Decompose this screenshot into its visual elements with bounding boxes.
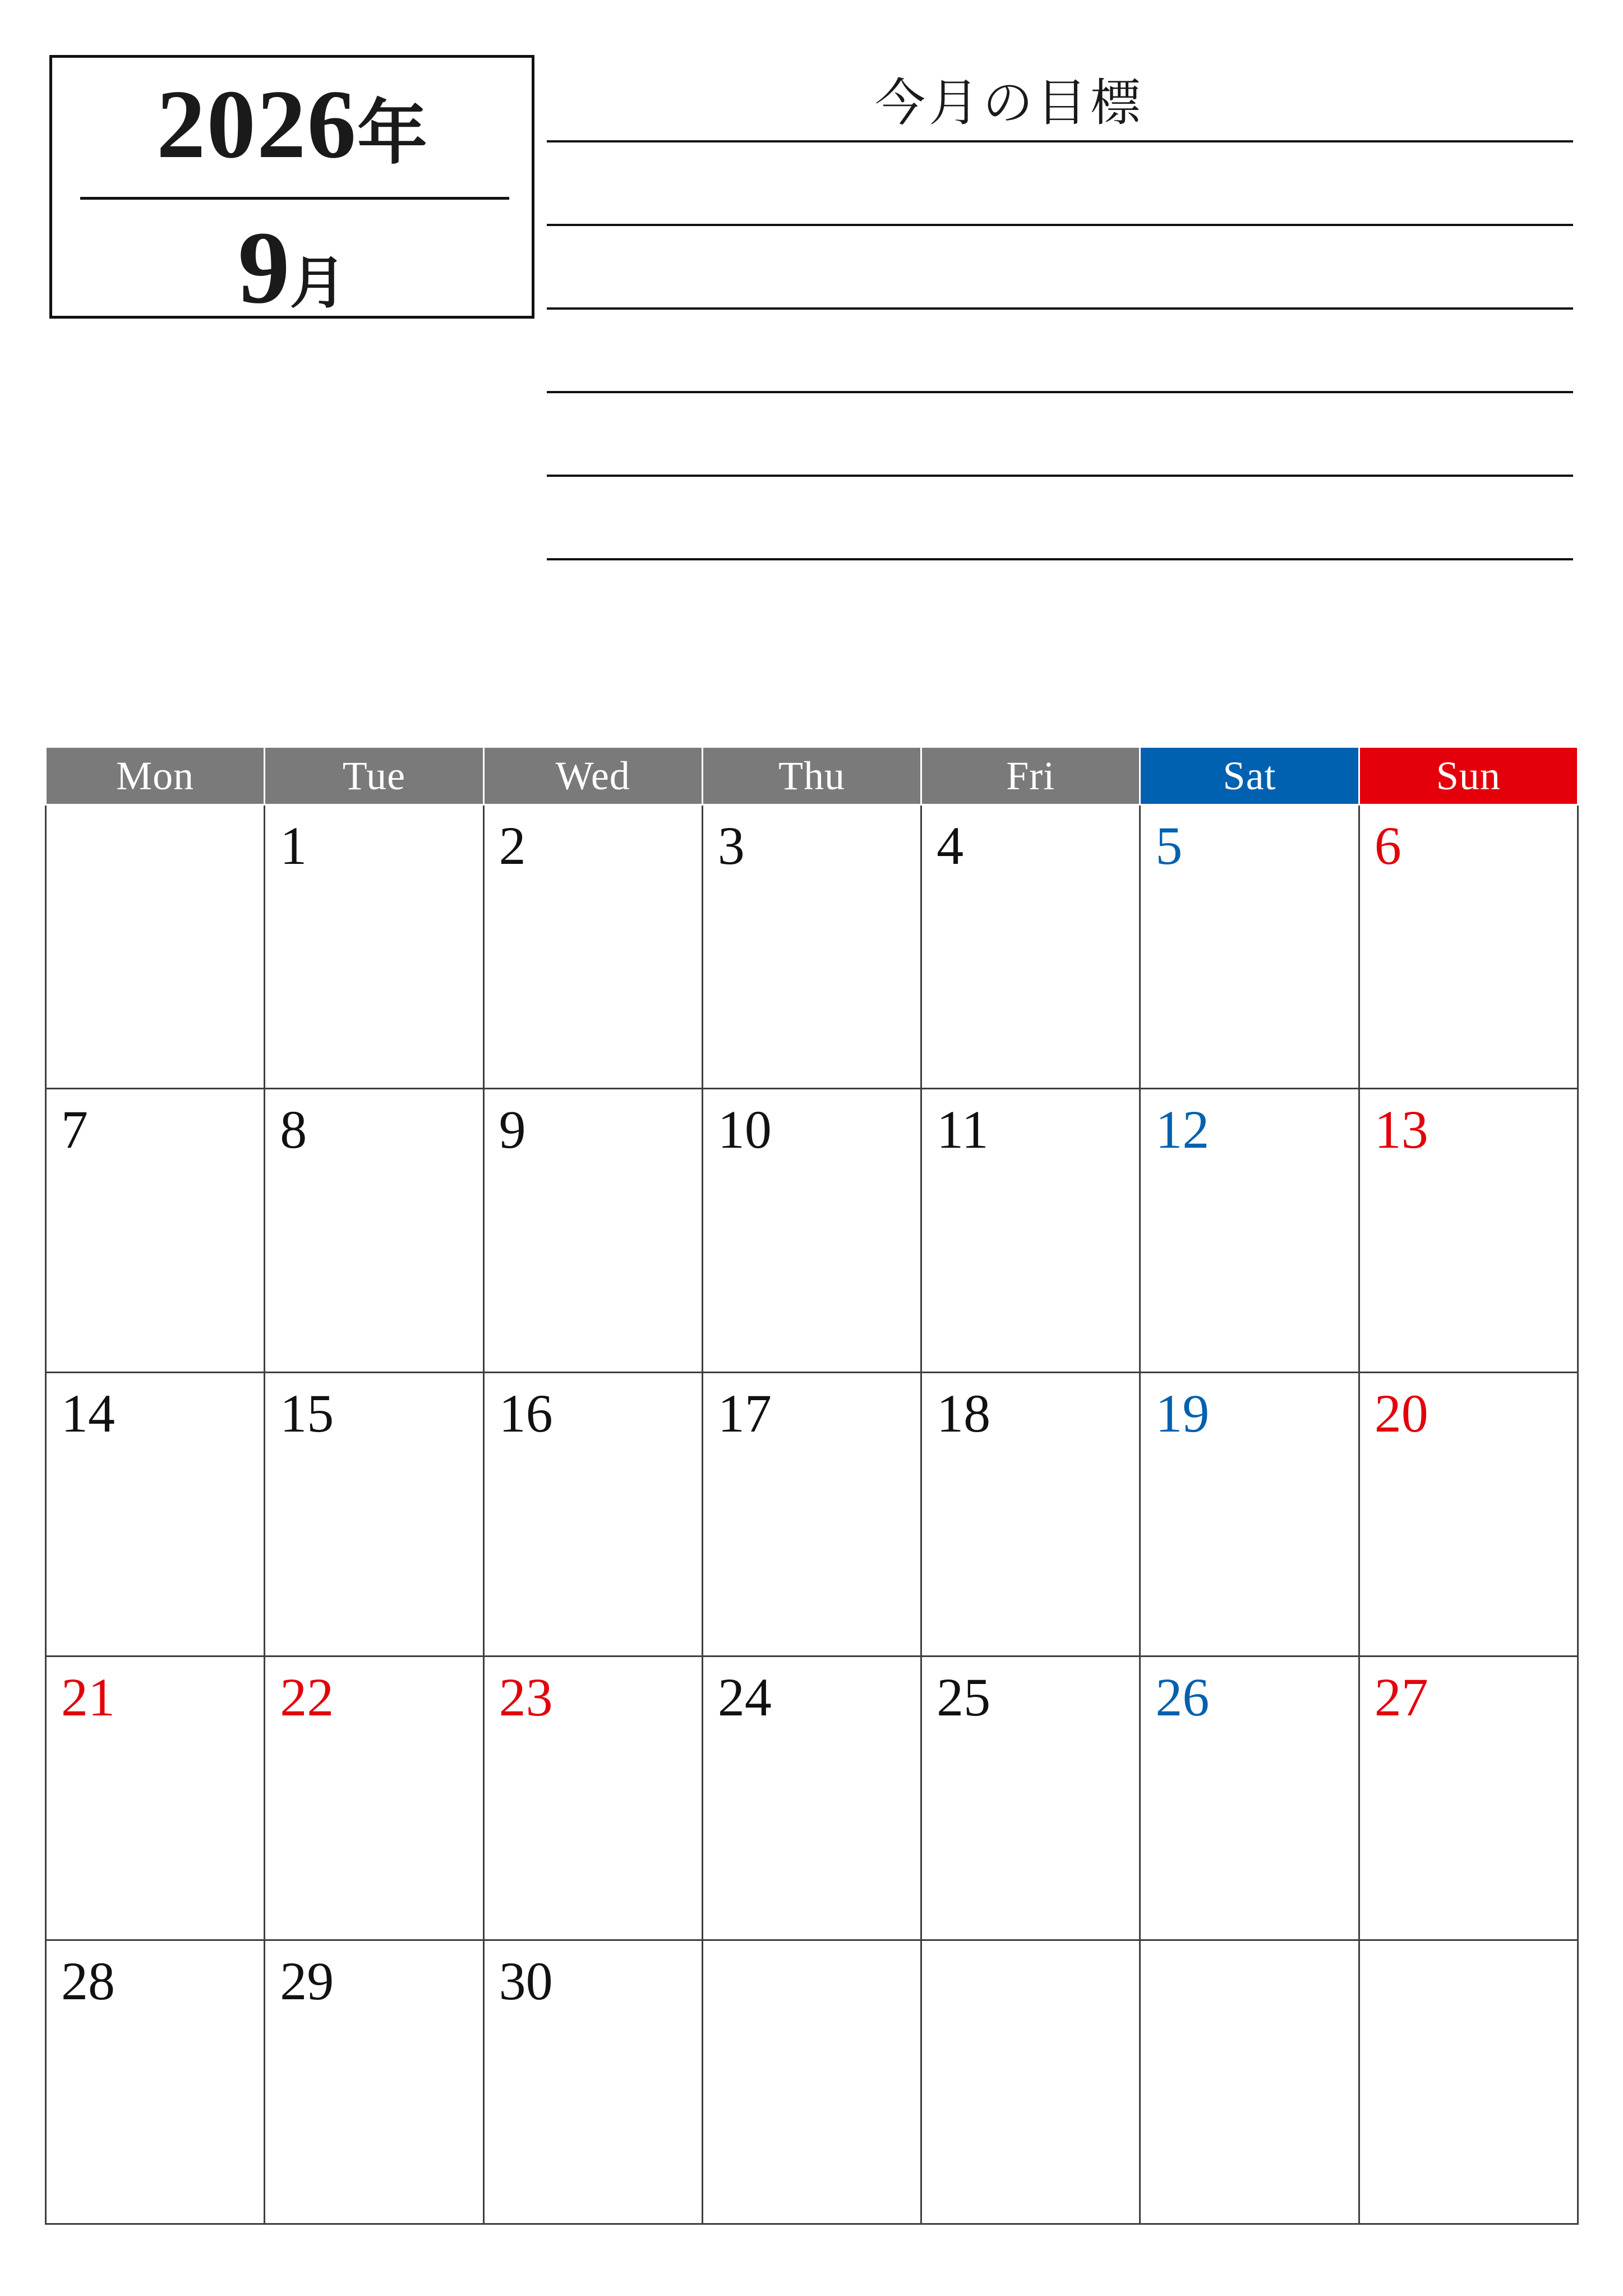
day-number: 29 <box>280 1951 334 2011</box>
day-number: 7 <box>61 1099 88 1159</box>
year-row <box>52 68 532 181</box>
calendar-day-cell[interactable] <box>921 805 1140 1089</box>
calendar-empty-cell[interactable] <box>1140 1940 1359 2224</box>
goal-line[interactable] <box>547 140 1573 142</box>
monthly-goal-write-lines[interactable] <box>547 140 1573 642</box>
calendar-day-cell[interactable] <box>702 1657 921 1940</box>
calendar-day-cell[interactable] <box>483 1373 702 1657</box>
goal-line[interactable] <box>547 307 1573 310</box>
weekday-header-tue: Tue <box>265 747 483 805</box>
title-divider <box>80 197 509 200</box>
calendar-grid <box>45 746 1579 2225</box>
calendar-day-cell[interactable] <box>921 1089 1140 1373</box>
day-number <box>47 806 264 818</box>
calendar-body <box>46 805 1578 2224</box>
monthly-goal-title: 今月の目標 <box>875 73 1144 132</box>
day-number: 25 <box>937 1667 991 1727</box>
calendar-day-cell[interactable] <box>702 1089 921 1373</box>
calendar-day-cell[interactable] <box>46 1089 265 1373</box>
day-number: 22 <box>280 1667 334 1727</box>
calendar-day-cell[interactable] <box>483 1657 702 1940</box>
calendar-day-cell[interactable] <box>702 805 921 1089</box>
day-number <box>1360 1941 1577 1953</box>
day-number: 27 <box>1374 1667 1428 1727</box>
calendar-week-row <box>46 805 1578 1089</box>
calendar-day-cell[interactable] <box>265 805 483 1089</box>
month-title-box <box>49 55 534 325</box>
weekday-header-wed: Wed <box>483 747 702 805</box>
weekday-header-fri: Fri <box>921 747 1140 805</box>
goal-line[interactable] <box>547 391 1573 393</box>
weekday-header-thu: Thu <box>702 747 921 805</box>
calendar-week-row <box>46 1940 1578 2224</box>
calendar-day-cell[interactable] <box>265 1089 483 1373</box>
calendar-week-row <box>46 1089 1578 1373</box>
day-number <box>922 1941 1139 1953</box>
calendar-day-cell[interactable] <box>265 1373 483 1657</box>
day-number: 11 <box>937 1099 989 1159</box>
goal-line[interactable] <box>547 558 1573 560</box>
day-number: 9 <box>499 1099 526 1159</box>
day-number <box>703 1941 920 1953</box>
calendar-day-cell[interactable] <box>921 1657 1140 1940</box>
calendar-week-row <box>46 1373 1578 1657</box>
weekday-header-sat: Sat <box>1140 747 1359 805</box>
calendar-day-cell[interactable] <box>265 1657 483 1940</box>
calendar-day-cell[interactable] <box>1359 805 1578 1089</box>
calendar-day-cell[interactable] <box>1140 1657 1359 1940</box>
day-number: 23 <box>499 1667 553 1727</box>
calendar-day-cell[interactable] <box>921 1373 1140 1657</box>
calendar-day-cell[interactable] <box>1140 1373 1359 1657</box>
day-number: 6 <box>1374 816 1401 876</box>
calendar-day-cell[interactable] <box>1359 1657 1578 1940</box>
day-number: 30 <box>499 1951 553 2011</box>
goal-line[interactable] <box>547 475 1573 477</box>
calendar-day-cell[interactable] <box>265 1940 483 2224</box>
day-number: 26 <box>1155 1667 1210 1727</box>
calendar-day-cell[interactable] <box>483 1940 702 2224</box>
year-kanji: 年 <box>357 92 427 174</box>
calendar-day-cell[interactable] <box>46 1940 265 2224</box>
day-number: 5 <box>1155 816 1183 876</box>
day-number: 28 <box>61 1951 115 2011</box>
day-number: 20 <box>1374 1383 1428 1443</box>
calendar-empty-cell[interactable] <box>702 1940 921 2224</box>
calendar-day-cell[interactable] <box>1140 805 1359 1089</box>
day-number: 10 <box>717 1099 772 1159</box>
day-number: 12 <box>1155 1099 1210 1159</box>
calendar-day-cell[interactable] <box>483 805 702 1089</box>
calendar-day-cell[interactable] <box>1140 1089 1359 1373</box>
day-number: 16 <box>499 1383 553 1443</box>
day-number <box>1141 1941 1358 1953</box>
calendar-week-row <box>46 1657 1578 1940</box>
calendar-empty-cell[interactable] <box>1359 1940 1578 2224</box>
calendar-day-cell[interactable] <box>1359 1373 1578 1657</box>
weekday-header-sun: Sun <box>1359 747 1578 805</box>
day-number: 18 <box>937 1383 991 1443</box>
weekday-header-mon: Mon <box>46 747 265 805</box>
month-number: 9 <box>238 210 290 325</box>
calendar-day-cell[interactable] <box>702 1373 921 1657</box>
header-section <box>0 0 1623 645</box>
calendar-day-cell[interactable] <box>483 1089 702 1373</box>
calendar-day-cell[interactable] <box>46 1657 265 1940</box>
month-kanji: 月 <box>289 250 346 316</box>
day-number: 17 <box>717 1383 772 1443</box>
calendar-day-cell[interactable] <box>1359 1089 1578 1373</box>
day-number: 1 <box>280 816 307 876</box>
day-number: 4 <box>937 816 964 876</box>
day-number: 15 <box>280 1383 334 1443</box>
goal-line[interactable] <box>547 224 1573 226</box>
day-number: 8 <box>280 1099 307 1159</box>
day-number: 13 <box>1374 1099 1428 1159</box>
month-row <box>52 208 532 328</box>
day-number: 3 <box>717 816 745 876</box>
calendar-header-row <box>46 747 1578 805</box>
calendar-empty-cell[interactable] <box>46 805 265 1089</box>
calendar-empty-cell[interactable] <box>921 1940 1140 2224</box>
calendar-day-cell[interactable] <box>46 1373 265 1657</box>
day-number: 19 <box>1155 1383 1210 1443</box>
year-number: 2026 <box>156 70 357 178</box>
day-number: 24 <box>717 1667 772 1727</box>
day-number: 21 <box>61 1667 115 1727</box>
day-number: 2 <box>499 816 526 876</box>
day-number: 14 <box>61 1383 115 1443</box>
